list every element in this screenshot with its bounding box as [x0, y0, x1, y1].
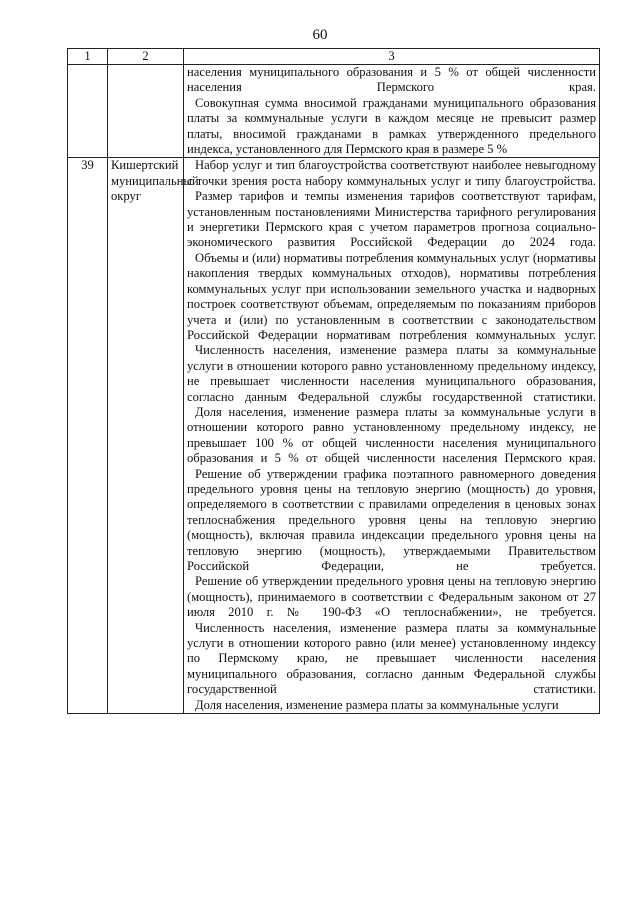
paragraph-services-set: Набор услуг и тип благоустройства соответствуют наиболее невыгодному с точки зрения роста набору коммунальных услуг и типу благоустройства. — [187, 158, 596, 188]
table-header-row — [68, 49, 600, 65]
page-number: 60 — [312, 27, 328, 43]
table-row — [68, 158, 600, 714]
paragraph-population-share-regional: Доля населения, изменение размера платы за коммунальные услуги — [195, 697, 559, 712]
tariff-table — [67, 48, 600, 714]
column-header-3: 3 — [184, 49, 600, 65]
column-header-2: 2 — [108, 49, 184, 65]
continuation-district-cell — [108, 65, 184, 158]
row-number: 39 — [68, 158, 108, 714]
continuation-paragraph-2: Совокупная сумма вносимой гражданами муниципального образования платы за коммунальные услуги в каждом месяце не превысит размер платы, вносимой гражданами в рамках утвержденного предельного индекса, установленного для Пермского края в размере 5 % — [187, 95, 596, 157]
column-header-1: 1 — [68, 49, 108, 65]
continuation-number-cell — [68, 65, 108, 158]
continuation-row — [68, 65, 600, 158]
paragraph-population-count-regional: Численность населения, изменение размера платы за коммунальные услуги в отношении которого равно (или менее) установленному индексу по Пермскому краю, не превышает численности населения муниципального образования, согласно данным Федеральной службы государственной статистики. — [187, 620, 596, 697]
paragraph-consumption-norms: Объемы и (или) нормативы потребления коммунальных услуг (нормативы накопления твердых коммунальных отходов), нормативы потребления коммунальных услуг при использовании земельного участка и надворных построек соответствуют объемам, определяемым по показаниям приборов учета и (или) по установленным в соответствии с законодательством Российской Федерации нормативам потребления коммунальных услуг. — [187, 250, 596, 342]
conditions-cell — [184, 158, 600, 714]
paragraph-population-count: Численность населения, изменение размера платы за коммунальные услуги в отношении которого равно установленному предельному индексу, не превышает численности населения муниципального образования, согласно данным Федеральной службы государственной статистики. — [187, 343, 596, 404]
paragraph-population-share: Доля населения, изменение размера платы за коммунальные услуги в отношении которого равно установленному предельному индексу, не превышает 100 % от общей численности населения муниципального образования и 5 % от общей численности населения Пермского края. — [187, 404, 596, 466]
continuation-text-cell — [184, 65, 600, 158]
paragraph-heat-price-limit: Решение об утверждении предельного уровня цены на тепловую энергию (мощность), принимаемого в соответствии с Федеральным законом от 27 июля 2010 г. № 190-ФЗ «О теплоснабжении», не требуется. — [187, 574, 596, 620]
paragraph-tariffs: Размер тарифов и темпы изменения тарифов соответствуют тарифам, установленным постановлениями Министерства тарифного регулирования и энергетики Пермского края с учетом параметров прогноза социально-экономического развития Российской Федерации до 2024 года. — [187, 189, 596, 250]
continuation-paragraph-1: населения муниципального образования и 5 % от общей численности населения Пермского края. — [187, 65, 596, 95]
paragraph-heat-price-schedule: Решение об утверждении графика поэтапного равномерного доведения предельного уровня цены на тепловую энергию (мощность) до уровня, определяемого в соответствии с правилами определения в ценовых зонах теплоснабжения предельного уровня цены на тепловую энергию (мощность), включая правила индексации предельного уровня цены на тепловую энергию (мощность), утверждаемыми Правительством Российской Федерации, не требуется. — [187, 466, 596, 573]
district-name: Кишертский муниципальный округ — [108, 158, 184, 714]
